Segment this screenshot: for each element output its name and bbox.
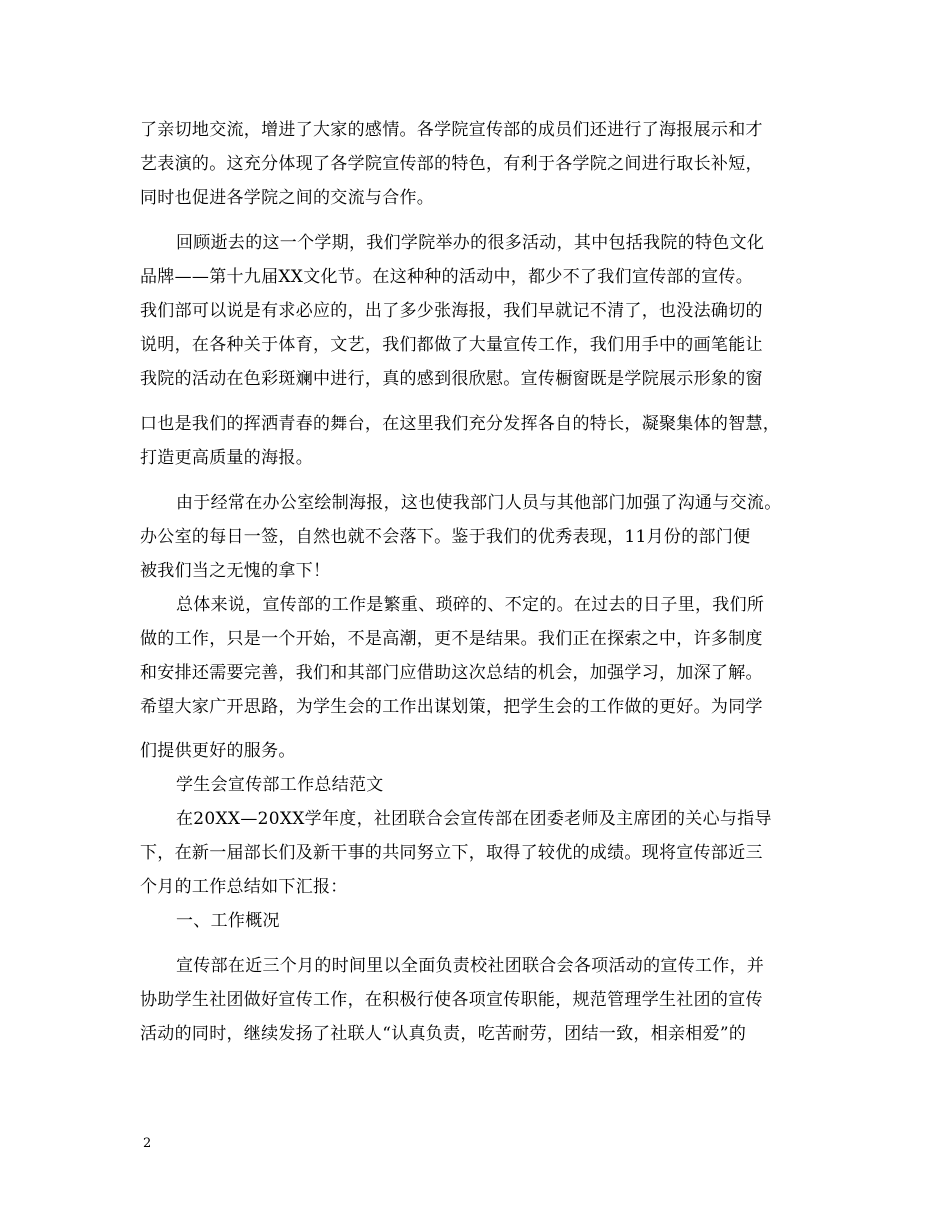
- paragraph-first-line: 总体来说，宣传部的工作是繁重、琐碎的、不定的。在过去的日子里，我们所: [176, 595, 765, 615]
- body-text-line: 协助学生社团做好宣传工作，在积极行使各项宣传职能，规范管理学生社团的宣传: [140, 990, 763, 1010]
- body-text-line: 希望大家广开思路，为学生会的工作出谋划策，把学生会的工作做的更好。为同学: [140, 697, 763, 717]
- body-text-line: 打造更高质量的海报。: [140, 448, 313, 468]
- page-number: 2: [143, 1136, 152, 1151]
- section-heading: 学生会宣传部工作总结范文: [176, 775, 384, 795]
- paragraph-first-line: 在20XX—20XX学年度，社团联合会宣传部在团委老师及主席团的关心与指导: [176, 809, 772, 829]
- body-text-line: 个月的工作总结如下汇报：: [140, 877, 348, 897]
- body-text-line: 办公室的每日一签，自然也就不会落下。鉴于我们的优秀表现，11月份的部门便: [140, 527, 751, 547]
- body-text-line: 被我们当之无愧的拿下！: [140, 561, 331, 581]
- body-text-line: 说明，在各种关于体育，文艺，我们都做了大量宣传工作，我们用手中的画笔能让: [140, 335, 763, 355]
- subsection-heading: 一、工作概况: [176, 911, 280, 931]
- body-text-line: 我们部可以说是有求必应的，出了多少张海报，我们早就记不清了，也没法确切的: [140, 301, 763, 321]
- body-text-line: 同时也促进各学院之间的交流与合作。: [140, 188, 435, 208]
- paragraph-first-line: 回顾逝去的这一个学期，我们学院举办的很多活动，其中包括我院的特色文化: [176, 233, 765, 253]
- body-text-line: 艺表演的。这充分体现了各学院宣传部的特色，有利于各学院之间进行取长补短，: [140, 154, 763, 174]
- body-text-line: 口也是我们的挥洒青春的舞台，在这里我们充分发挥各自的特长，凝聚集体的智慧，: [140, 414, 781, 434]
- paragraph-first-line: 由于经常在办公室绘制海报，这也使我部门人员与其他部门加强了沟通与交流。: [176, 493, 782, 513]
- body-text-line: 我院的活动在色彩斑斓中进行，真的感到很欣慰。宣传橱窗既是学院展示形象的窗: [140, 369, 763, 389]
- body-text-line: 们提供更好的服务。: [140, 741, 296, 761]
- body-text-line: 做的工作，只是一个开始，不是高潮，更不是结果。我们正在探索之中，许多制度: [140, 629, 763, 649]
- body-text-line: 品牌——第十九届XX文化节。在这种种的活动中，都少不了我们宣传部的宣传。: [140, 267, 754, 287]
- body-text-line: 了亲切地交流，增进了大家的感情。各学院宣传部的成员们还进行了海报展示和才: [140, 120, 763, 140]
- body-text-line: 活动的同时，继续发扬了社联人“认真负责，吃苦耐劳，团结一致，相亲相爱”的: [140, 1024, 747, 1044]
- body-text-line: 下，在新一届部长们及新干事的共同努立下，取得了较优的成绩。现将宣传部近三: [140, 843, 763, 863]
- paragraph-first-line: 宣传部在近三个月的时间里以全面负责校社团联合会各项活动的宣传工作，并: [176, 956, 765, 976]
- body-text-line: 和安排还需要完善，我们和其部门应借助这次总结的机会，加强学习，加深了解。: [140, 663, 763, 683]
